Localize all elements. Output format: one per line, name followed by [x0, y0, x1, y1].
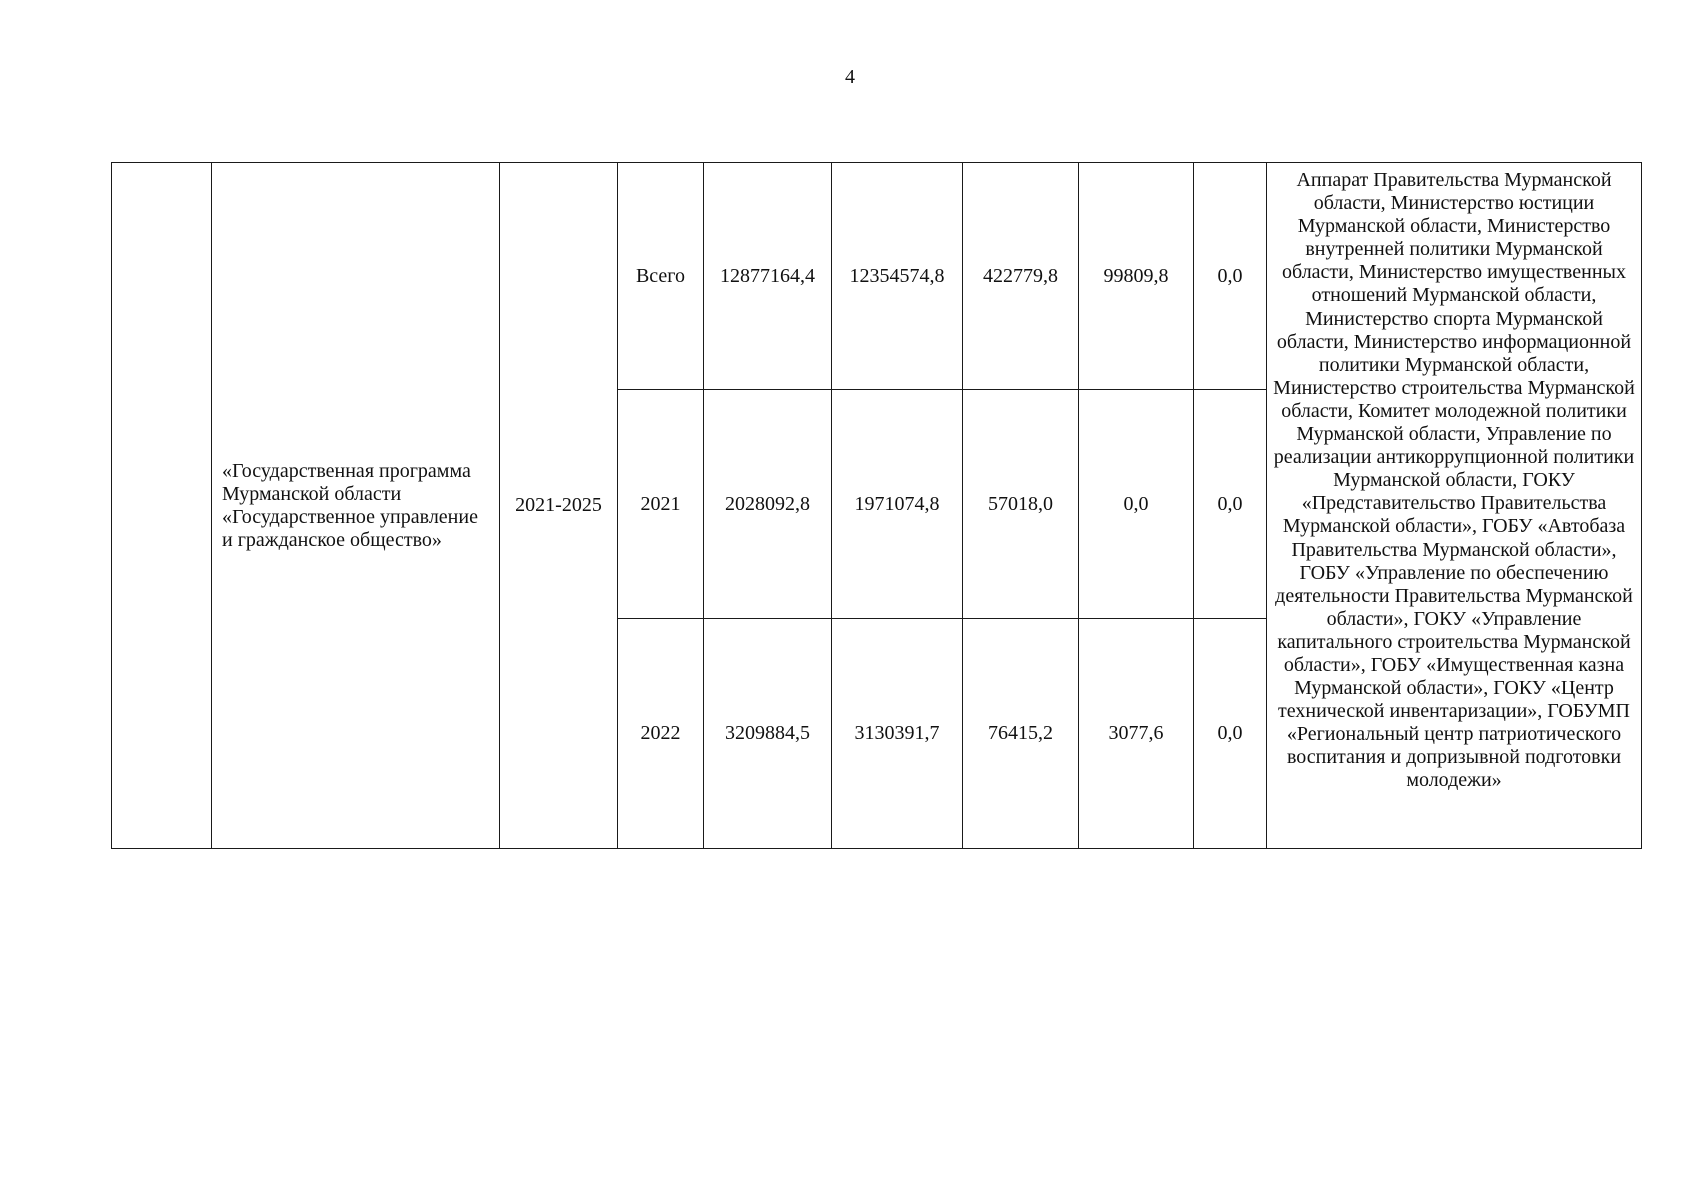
- period-cell: 2021-2025: [500, 163, 618, 849]
- amount-cell: 57018,0: [963, 390, 1079, 619]
- amount-cell: 0,0: [1194, 619, 1267, 849]
- amount-cell: 0,0: [1079, 390, 1194, 619]
- amount-cell: 1971074,8: [832, 390, 963, 619]
- amount-cell: 12354574,8: [832, 163, 963, 390]
- year-cell: 2021: [618, 390, 704, 619]
- amount-cell: 3130391,7: [832, 619, 963, 849]
- total-cell: 3209884,5: [704, 619, 832, 849]
- amount-cell: 99809,8: [1079, 163, 1194, 390]
- budget-table: [111, 162, 1642, 849]
- number-cell: [112, 163, 212, 849]
- year-cell: Всего: [618, 163, 704, 390]
- page-number: 4: [845, 66, 855, 88]
- program-title-cell: «Государственная программа Мурманской области «Государственное управление и гражданское общество»: [212, 163, 500, 849]
- amount-cell: 422779,8: [963, 163, 1079, 390]
- amount-cell: 0,0: [1194, 390, 1267, 619]
- table-row: [112, 163, 1642, 390]
- executors-cell: Аппарат Правительства Мурманской области, Министерство юстиции Мурманской области, Министерство внутренней политики Мурманской области, Министерство имущественных отношений Мурманской области, Министерство спорта Мурманской области, Министерство информационной политики Мурманской области, Министерство строительства Мурманской области, Комитет молодежной политики Мурманской области, Управление по реализации антикоррупционной политики Мурманской области, ГОКУ «Представительство Правительства Мурманской области», ГОБУ «Автобаза Правительства Мурманской области», ГОБУ «Управление по обеспечению деятельности Правительства Мурманской области», ГОКУ «Управление капитального строительства Мурманской области», ГОБУ «Имущественная казна Мурманской области», ГОКУ «Центр технической инвентаризации», ГОБУМП «Региональный центр патриотического воспитания и допризывной подготовки молодежи»: [1267, 163, 1642, 849]
- amount-cell: 3077,6: [1079, 619, 1194, 849]
- amount-cell: 0,0: [1194, 163, 1267, 390]
- amount-cell: 76415,2: [963, 619, 1079, 849]
- year-cell: 2022: [618, 619, 704, 849]
- total-cell: 12877164,4: [704, 163, 832, 390]
- total-cell: 2028092,8: [704, 390, 832, 619]
